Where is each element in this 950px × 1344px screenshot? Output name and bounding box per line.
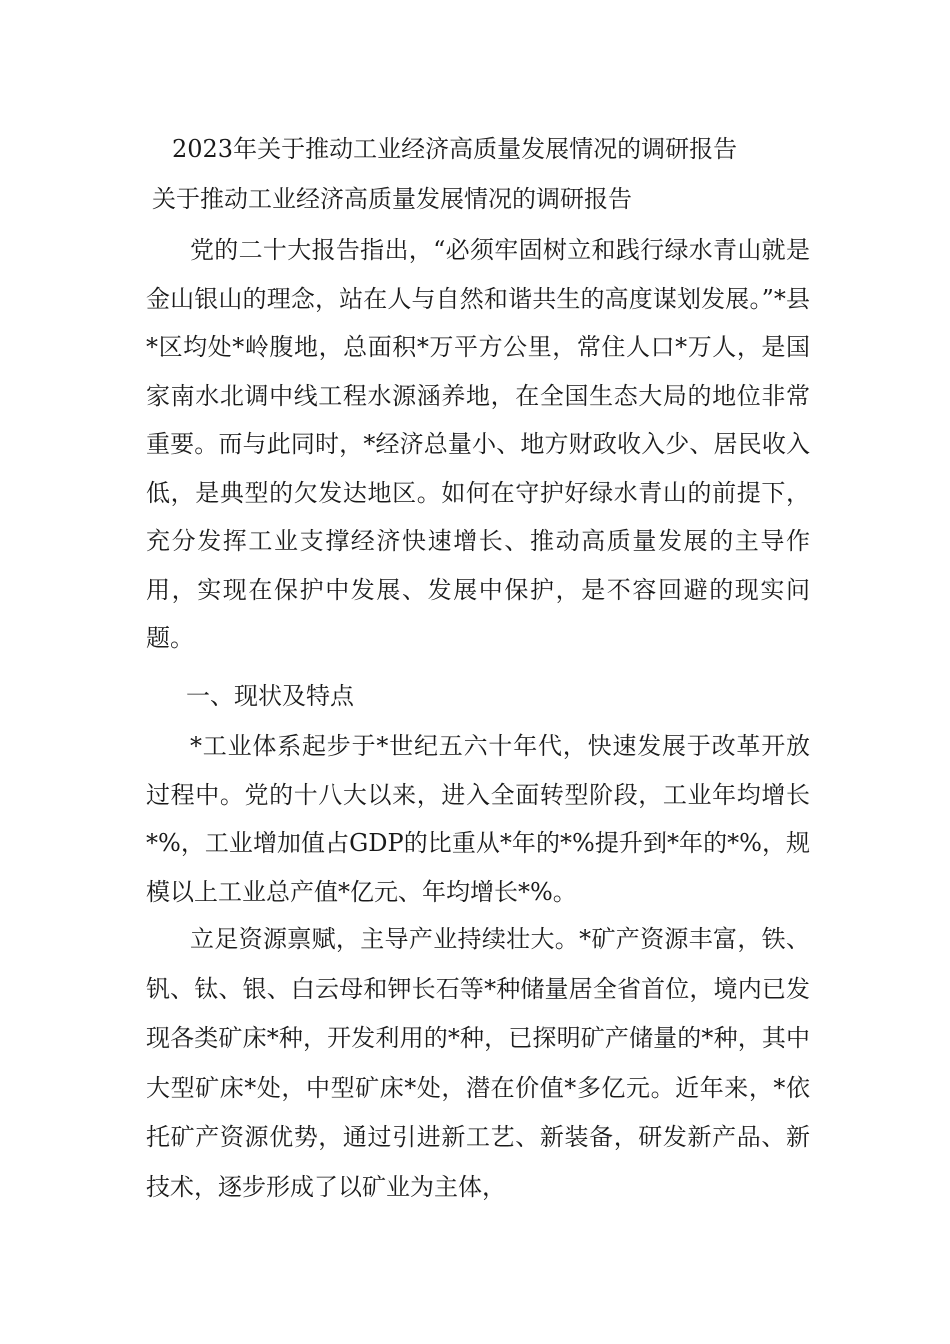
section-heading: 一、现状及特点 [186, 682, 354, 710]
document-title: 2023年关于推动工业经济高质量发展情况的调研报告 [172, 135, 738, 163]
paragraph-industry-overview: *工业体系起步于*世纪五六十年代，快速发展于改革开放过程中。党的十八大以来，进入全面转型阶段，工业年均增长*%，工业增加值占GDP的比重从*年的*%提升到*年的*%，规模以上工业总产值*亿元、年均增长*%。 [146, 732, 810, 906]
document-subtitle: 关于推动工业经济高质量发展情况的调研报告 [152, 185, 632, 213]
paragraph-intro: 党的二十大报告指出，“必须牢固树立和践行绿水青山就是金山银山的理念，站在人与自然和谐共生的高度谋划发展。”*县*区均处*岭腹地，总面积*万平方公里，常住人口*万人，是国家南水北调中线工程水源涵养地，在全国生态大局的地位非常重要。而与此同时，*经济总量小、地方财政收入少、居民收入低，是典型的欠发达地区。如何在守护好绿水青山的前提下，充分发挥工业支撑经济快速增长、推动高质量发展的主导作用，实现在保护中发展、发展中保护，是不容回避的现实问题。 [146, 236, 810, 652]
paragraph-resources: 立足资源禀赋，主导产业持续壮大。*矿产资源丰富，铁、钒、钛、银、白云母和钾长石等*种储量居全省首位，境内已发现各类矿床*种，开发利用的*种，已探明矿产储量的*种，其中大型矿床*处，中型矿床*处，潜在价值*多亿元。近年来，*依托矿产资源优势，通过引进新工艺、新装备，研发新产品、新技术，逐步形成了以矿业为主体， [146, 925, 810, 1201]
